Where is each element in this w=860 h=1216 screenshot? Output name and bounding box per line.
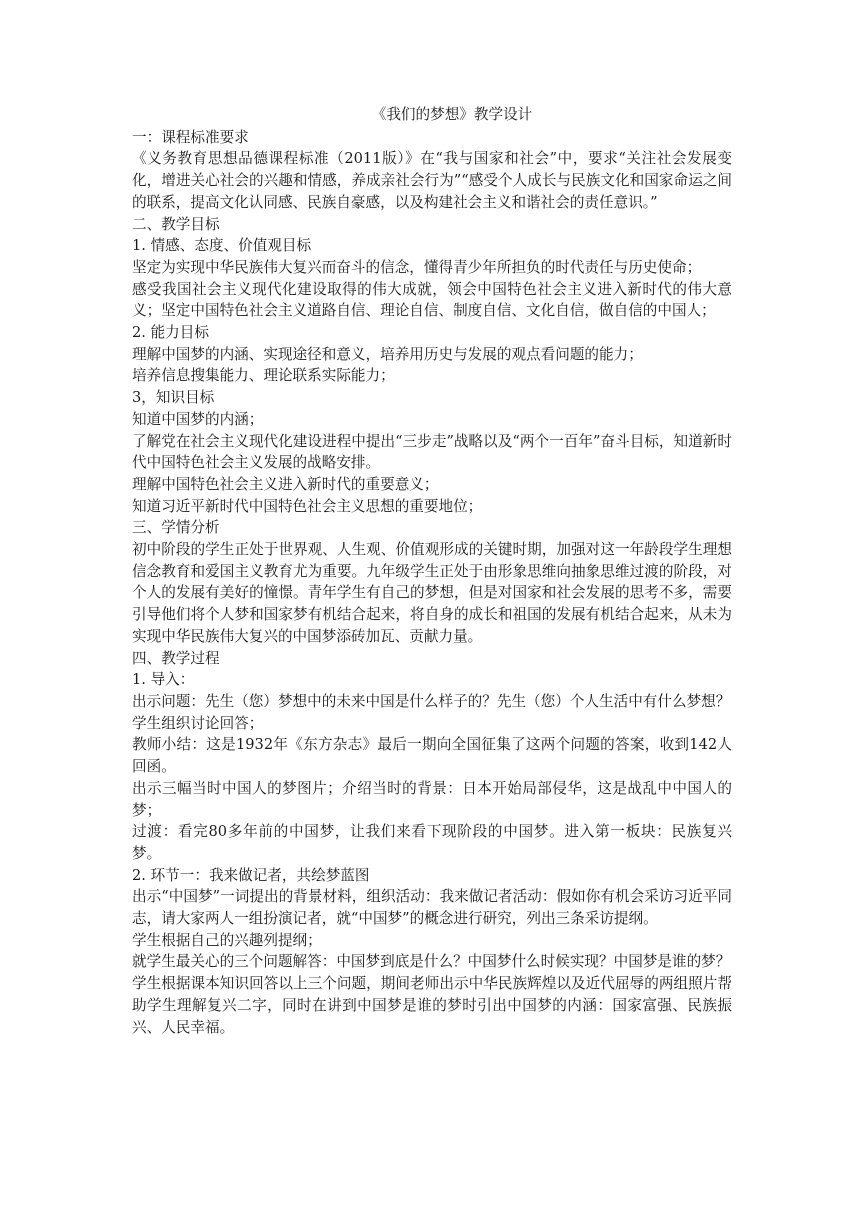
section-heading-goals: 二、教学目标 <box>132 215 220 233</box>
paragraph: 了解党在社会主义现代化建设进程中提出“三步走”战略以及“两个一百年”奋斗目标，知道新时代中国特色社会主义发展的战略安排。 <box>132 432 732 472</box>
paragraph: 学生组织讨论回答； <box>132 714 264 732</box>
paragraph: 坚定为实现中华民族伟大复兴而奋斗的信念，懂得青少年所担负的时代责任与历史使命； <box>132 258 702 276</box>
section-heading-process: 四、教学过程 <box>132 649 220 667</box>
subheading-intro: 1. 导入： <box>132 671 195 689</box>
document-page <box>132 104 732 1038</box>
subheading-ability-goals: 2. 能力目标 <box>132 324 209 342</box>
subheading-step-one: 2. 环节一：我来做记者，共绘梦蓝图 <box>132 866 370 884</box>
paragraph: 培养信息搜集能力、理论联系实际能力； <box>132 367 395 385</box>
paragraph: 过渡：看完80多年前的中国梦，让我们来看下现阶段的中国梦。进入第一板块：民族复兴梦。 <box>132 823 732 862</box>
paragraph: 出示问题：先生（您）梦想中的未来中国是什么样子的？先生（您）个人生活中有什么梦想？ <box>132 692 731 710</box>
paragraph: 理解中国梦的内涵、实现途径和意义，培养用历史与发展的观点看问题的能力； <box>132 345 643 363</box>
paragraph: 教师小结：这是1932年《东方杂志》最后一期向全国征集了这两个问题的答案，收到142人回函。 <box>132 736 732 776</box>
paragraph: 学生根据自己的兴趣列提纲； <box>132 931 322 949</box>
paragraph: 初中阶段的学生正处于世界观、人生观、价值观形成的关键时期，加强对这一年龄段学生理想信念教育和爱国主义教育尤为重要。九年级学生正处于由形象思维向抽象思维过渡的阶段，对个人的发展有美好的憧憬。青年学生有自己的梦想，但是对国家和社会发展的思考不多，需要引导他们将个人梦和国家梦有机结合起来，将自身的成长和祖国的发展有机结合起来，从未为实现中华民族伟大复兴的中国梦添砖加瓦、贡献力量。 <box>132 541 732 645</box>
section-heading-standards: 一：课程标准要求 <box>132 128 249 146</box>
subheading-attitude-goals: 1. 情感、态度、价值观目标 <box>132 237 312 255</box>
paragraph: 就学生最关心的三个问题解答：中国梦到底是什么？中国梦什么时候实现？中国梦是谁的梦？ <box>132 953 731 971</box>
paragraph: 出示“中国梦”一词提出的背景材料，组织活动：我来做记者活动：假如你有机会采访习近平同志，请大家两人一组扮演记者，就“中国梦”的概念进行研究，列出三条采访提纲。 <box>132 888 732 928</box>
paragraph: 理解中国特色社会主义进入新时代的重要意义； <box>132 475 439 493</box>
subheading-knowledge-goals: 3，知识目标 <box>132 389 215 407</box>
paragraph: 知道习近平新时代中国特色社会主义思想的重要地位； <box>132 497 483 515</box>
document-title: 《我们的梦想》教学设计 <box>371 106 533 123</box>
paragraph: 知道中国梦的内涵； <box>132 410 264 428</box>
paragraph: 出示三幅当时中国人的梦图片；介绍当时的背景：日本开始局部侵华，这是战乱中中国人的梦； <box>132 779 732 819</box>
paragraph: 《义务教育思想品德课程标准（2011版）》在“我与国家和社会”中，要求“关注社会发展变化，增进关心社会的兴趣和情感，养成亲社会行为”“感受个人成长与民族文化和国家命运之间的联系，提高文化认同感、民族自豪感，以及构建社会主义和谐社会的责任意识。” <box>132 150 732 211</box>
section-heading-student-analysis: 三、学情分析 <box>132 519 220 537</box>
paragraph: 学生根据课本知识回答以上三个问题，期间老师出示中华民族辉煌以及近代屈辱的两组照片帮助学生理解复兴二字，同时在讲到中国梦是谁的梦时引出中国梦的内涵：国家富强、民族振兴、人民幸福。 <box>132 975 732 1036</box>
paragraph: 感受我国社会主义现代化建设取得的伟大成就，领会中国特色社会主义进入新时代的伟大意义；坚定中国特色社会主义道路自信、理论自信、制度自信、文化自信，做自信的中国人； <box>132 280 732 320</box>
